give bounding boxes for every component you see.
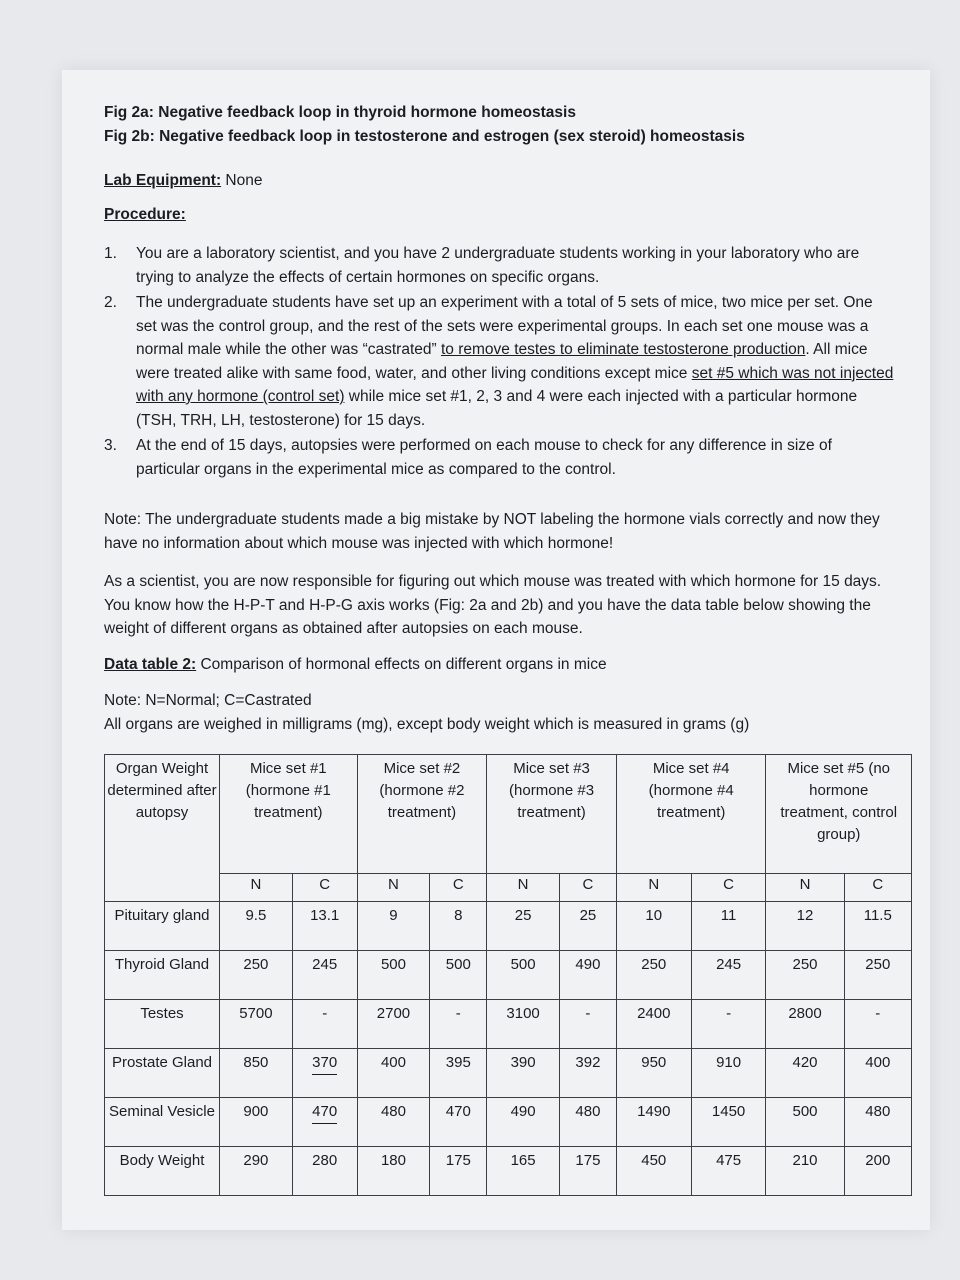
value-cell: 250 xyxy=(616,951,691,1000)
set-header: Mice set #2 (hormone #2 treatment) xyxy=(357,755,487,874)
value-cell: 280 xyxy=(292,1147,357,1196)
value-cell: 480 xyxy=(559,1098,616,1147)
value-cell: 400 xyxy=(844,1049,911,1098)
table-row xyxy=(105,1000,912,1049)
castrated-header: C xyxy=(292,874,357,902)
step-text-underlined: to remove testes to eliminate testosterone production xyxy=(440,341,806,358)
table-row xyxy=(105,951,912,1000)
value-cell: 450 xyxy=(616,1147,691,1196)
value-cell: 500 xyxy=(487,951,560,1000)
data-table-title xyxy=(104,656,607,674)
value-cell: 8 xyxy=(430,902,487,951)
value-cell: 400 xyxy=(357,1049,430,1098)
value-cell: 290 xyxy=(220,1147,293,1196)
table-row xyxy=(105,1049,912,1098)
castrated-header: C xyxy=(844,874,911,902)
units-note: All organs are weighed in milligrams (mg), except body weight which is measured in grams (g) xyxy=(104,716,750,733)
value-cell: 3100 xyxy=(487,1000,560,1049)
table-header-row xyxy=(105,755,912,874)
fig-2b-caption: Fig 2b: Negative feedback loop in testosterone and estrogen (sex steroid) homeostasis xyxy=(104,128,745,145)
lab-equipment xyxy=(104,172,262,190)
value-cell: 500 xyxy=(430,951,487,1000)
castrated-header: C xyxy=(559,874,616,902)
table-row xyxy=(105,1147,912,1196)
organ-cell: Body Weight xyxy=(105,1147,220,1196)
value-cell: 480 xyxy=(844,1098,911,1147)
value-cell: 2700 xyxy=(357,1000,430,1049)
value-cell: 950 xyxy=(616,1049,691,1098)
value-cell: 910 xyxy=(691,1049,766,1098)
value-cell: 10 xyxy=(616,902,691,951)
value-cell: 470 xyxy=(430,1098,487,1147)
set-header: Mice set #5 (no hormone treatment, control group) xyxy=(766,755,912,874)
normal-header: N xyxy=(487,874,560,902)
procedure-step xyxy=(104,291,894,432)
value-cell: 9.5 xyxy=(220,902,293,951)
value-cell: 490 xyxy=(487,1098,560,1147)
castrated-header: C xyxy=(691,874,766,902)
value-cell: 420 xyxy=(766,1049,844,1098)
value-cell: - xyxy=(430,1000,487,1049)
value-cell: 250 xyxy=(220,951,293,1000)
organ-cell: Seminal Vesicle xyxy=(105,1098,220,1147)
scientist-paragraph: As a scientist, you are now responsible for figuring out which mouse was treated with which hormone for 15 days. You know how the H-P-T and H-P-G axis works (Fig: 2a and 2b) and you have the data table below showing the weight of different organs as obtained after autopsies on each mouse. xyxy=(104,573,882,637)
data-table-caption: Comparison of hormonal effects on different organs in mice xyxy=(196,656,607,673)
set-header: Mice set #1 (hormone #1 treatment) xyxy=(220,755,358,874)
step-text-underlined: set #5 which was not injected with any hormone (control set) xyxy=(136,364,894,405)
value-cell: 480 xyxy=(357,1098,430,1147)
step-text: while mice set #1, 2, 3 and 4 were each injected with a particular hormone (TSH, TRH, LH, testosterone) for 15 days. xyxy=(136,388,858,429)
normal-header: N xyxy=(616,874,691,902)
organ-cell: Prostate Gland xyxy=(105,1049,220,1098)
value-cell: 12 xyxy=(766,902,844,951)
organ-cell: Pituitary gland xyxy=(105,902,220,951)
value-cell: - xyxy=(691,1000,766,1049)
value-cell: - xyxy=(292,1000,357,1049)
fig-2a-caption: Fig 2a: Negative feedback loop in thyroid hormone homeostasis xyxy=(104,104,576,121)
data-table-label: Data table 2: xyxy=(104,656,197,673)
step-number: 3. xyxy=(104,437,117,454)
value-cell: 11.5 xyxy=(844,902,911,951)
nc-header-row xyxy=(105,874,912,902)
value-cell: 500 xyxy=(357,951,430,1000)
step-text: At the end of 15 days, autopsies were performed on each mouse to check for any difference in size of particular organs in the experimental mice as compared to the control. xyxy=(136,437,832,478)
step-text: . All mice were treated alike with same food, water, and other living conditions except mice xyxy=(136,341,868,382)
value-cell: 25 xyxy=(559,902,616,951)
set-header: Mice set #4 (hormone #4 treatment) xyxy=(616,755,766,874)
value-cell: 500 xyxy=(766,1098,844,1147)
value-cell: 475 xyxy=(691,1147,766,1196)
value-cell: 392 xyxy=(559,1049,616,1098)
value-cell: 25 xyxy=(487,902,560,951)
value-cell: 2800 xyxy=(766,1000,844,1049)
normal-header: N xyxy=(357,874,430,902)
value-cell: 390 xyxy=(487,1049,560,1098)
normal-header: N xyxy=(220,874,293,902)
value-cell xyxy=(292,1049,357,1098)
value-cell: 175 xyxy=(430,1147,487,1196)
procedure-list xyxy=(104,242,894,483)
value-cell: 900 xyxy=(220,1098,293,1147)
table-row xyxy=(105,1098,912,1147)
organ-weight-table xyxy=(104,754,912,1196)
value-underlined: 370 xyxy=(312,1054,337,1075)
value-cell: 165 xyxy=(487,1147,560,1196)
value-cell: 5700 xyxy=(220,1000,293,1049)
procedure-step xyxy=(104,434,894,481)
step-text: The undergraduate students have set up an experiment with a total of 5 sets of mice, two mice per set. One set was the control group, and the rest of the sets were experimental groups. In each set one mouse was a normal male while the other was “castrated” xyxy=(136,294,873,358)
procedure-step xyxy=(104,242,894,289)
value-cell: 245 xyxy=(691,951,766,1000)
set-header: Mice set #3 (hormone #3 treatment) xyxy=(487,755,617,874)
value-cell: 210 xyxy=(766,1147,844,1196)
value-cell: 490 xyxy=(559,951,616,1000)
table-row xyxy=(105,902,912,951)
value-cell: - xyxy=(844,1000,911,1049)
value-cell: 180 xyxy=(357,1147,430,1196)
value-cell: 250 xyxy=(766,951,844,1000)
corner-header: Organ Weight determined after autopsy xyxy=(105,755,220,902)
lab-equipment-label: Lab Equipment: xyxy=(104,172,222,189)
normal-header: N xyxy=(766,874,844,902)
value-cell: 1490 xyxy=(616,1098,691,1147)
lab-equipment-value: None xyxy=(221,172,263,189)
step-number: 1. xyxy=(104,245,117,262)
step-number: 2. xyxy=(104,294,117,311)
abbreviation-note: Note: N=Normal; C=Castrated xyxy=(104,692,312,709)
procedure-heading: Procedure: xyxy=(104,206,186,223)
value-cell: 250 xyxy=(844,951,911,1000)
value-cell: 175 xyxy=(559,1147,616,1196)
value-cell xyxy=(292,1098,357,1147)
value-cell: 245 xyxy=(292,951,357,1000)
value-cell: 11 xyxy=(691,902,766,951)
value-underlined: 470 xyxy=(312,1103,337,1124)
value-cell: - xyxy=(559,1000,616,1049)
organ-cell: Testes xyxy=(105,1000,220,1049)
value-cell: 9 xyxy=(357,902,430,951)
value-cell: 395 xyxy=(430,1049,487,1098)
value-cell: 200 xyxy=(844,1147,911,1196)
castrated-header: C xyxy=(430,874,487,902)
value-cell: 13.1 xyxy=(292,902,357,951)
value-cell: 2400 xyxy=(616,1000,691,1049)
note-mistake: Note: The undergraduate students made a big mistake by NOT labeling the hormone vials correctly and now they have no information about which mouse was injected with which hormone! xyxy=(104,511,880,552)
value-cell: 850 xyxy=(220,1049,293,1098)
step-text: You are a laboratory scientist, and you have 2 undergraduate students working in your laboratory who are trying to analyze the effects of certain hormones on specific organs. xyxy=(136,245,860,286)
organ-cell: Thyroid Gland xyxy=(105,951,220,1000)
value-cell: 1450 xyxy=(691,1098,766,1147)
